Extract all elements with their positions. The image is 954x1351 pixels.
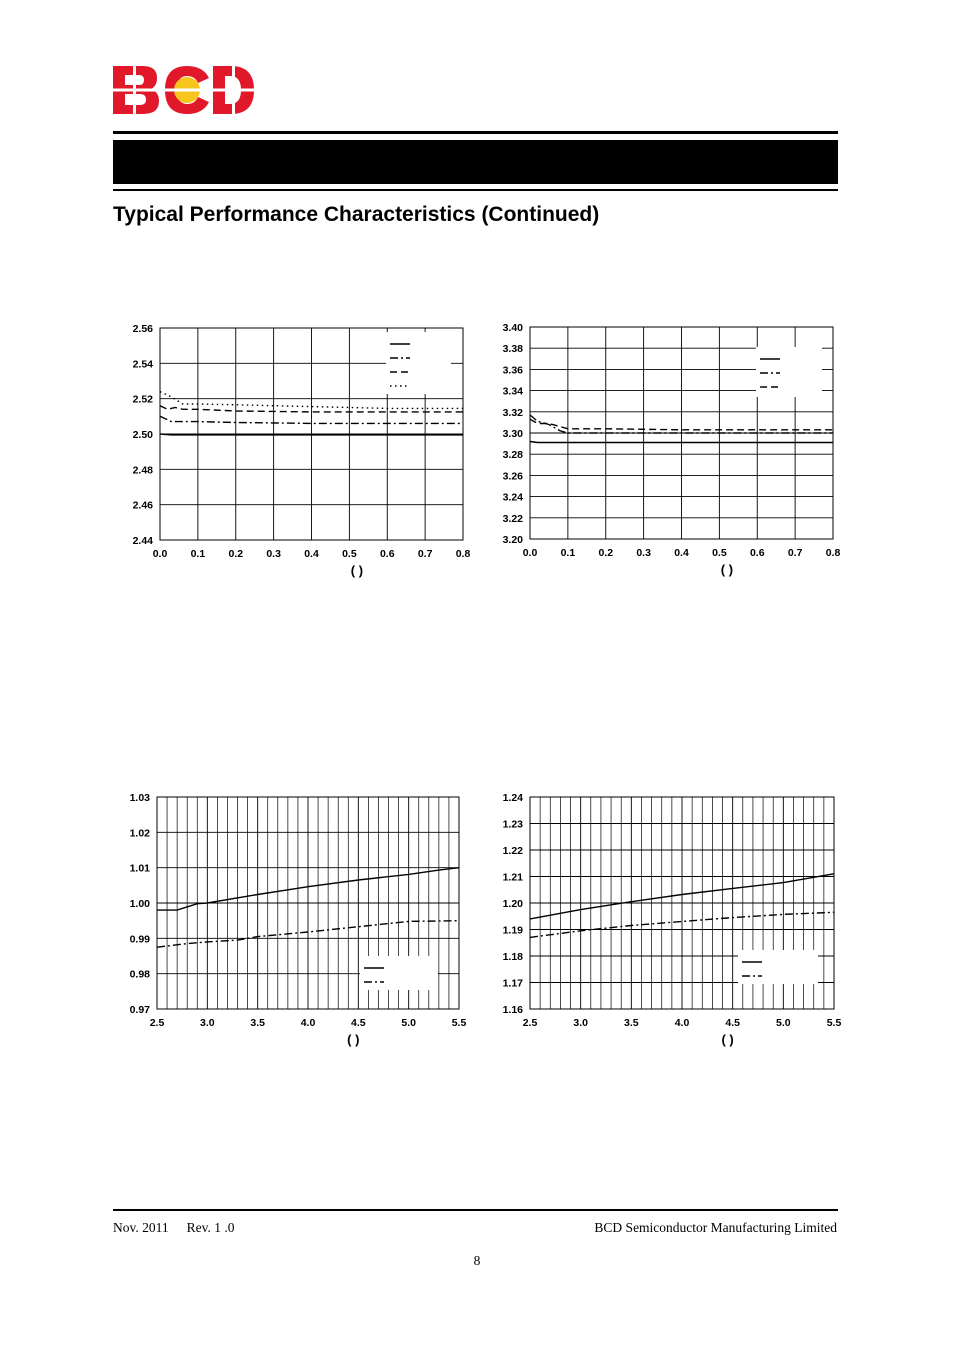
chart1-xtick-label: 0.2 xyxy=(228,548,244,560)
chart3-legend-box xyxy=(360,956,438,990)
chart2-ytick-label: 3.26 xyxy=(502,470,523,483)
chart4-ytick-label: 1.21 xyxy=(502,871,523,884)
chart3-xtick-label: 5.5 xyxy=(451,1017,467,1029)
chart2-ytick-label: 3.40 xyxy=(502,322,523,334)
footer-date: Nov. 2011 xyxy=(113,1220,169,1235)
chart4-xtick-label: 4.5 xyxy=(725,1017,740,1029)
chart1-xtick-label: 0.0 xyxy=(152,548,168,560)
chart4-ytick-label: 1.23 xyxy=(502,818,523,831)
chart2-ytick-label: 3.22 xyxy=(502,512,523,525)
chart4-ytick-label: 1.19 xyxy=(502,924,523,937)
chart4-xtick-label: 5.0 xyxy=(776,1017,791,1029)
chart3-xtick-label: 4.5 xyxy=(351,1017,366,1029)
chart3-xtick-label: 3.5 xyxy=(250,1017,265,1029)
chart2-xtick-label: 0.1 xyxy=(560,547,576,559)
footer-rule xyxy=(113,1209,838,1211)
chart4-xtick-label: 5.5 xyxy=(826,1017,842,1029)
chart2-xlabel: ( ) xyxy=(720,562,734,577)
chart2-ytick-label: 3.24 xyxy=(502,491,523,504)
chart4-ytick-label: 1.20 xyxy=(502,898,523,910)
chart4-ytick-label: 1.18 xyxy=(502,951,523,963)
section-title: Typical Performance Characteristics (Continued) xyxy=(113,203,600,226)
chart2-ytick-label: 3.20 xyxy=(502,534,523,546)
chart2-xtick-label: 0.7 xyxy=(787,547,803,559)
chart2-xtick-label: 0.3 xyxy=(636,547,651,559)
chart4-xtick-label: 3.0 xyxy=(573,1017,588,1029)
chart3-ytick-label: 0.97 xyxy=(129,1004,150,1016)
chart1-ytick-label: 2.46 xyxy=(132,499,153,512)
chart4-xtick-label: 3.5 xyxy=(624,1017,639,1029)
chart1-xtick-label: 0.1 xyxy=(190,548,206,560)
chart3-xtick-label: 4.0 xyxy=(300,1017,316,1029)
chart2-xtick-label: 0.2 xyxy=(598,547,614,559)
footer-company: BCD Semiconductor Manufacturing Limited xyxy=(594,1220,837,1235)
chart3-ytick-label: 1.01 xyxy=(129,862,150,875)
chart4-xtick-label: 2.5 xyxy=(522,1017,538,1029)
chart2-ytick-label: 3.34 xyxy=(502,385,523,398)
chart2-ytick-label: 3.38 xyxy=(502,343,523,356)
chart2-ytick-label: 3.36 xyxy=(502,364,523,377)
chart1-ytick-label: 2.44 xyxy=(132,535,153,547)
chart2-xtick-label: 0.0 xyxy=(522,547,538,559)
chart4-ytick-label: 1.22 xyxy=(502,845,523,857)
chart3-ytick-label: 1.02 xyxy=(129,827,150,840)
chart3-xtick-label: 5.0 xyxy=(401,1017,416,1029)
chart4-legend-box xyxy=(738,950,818,984)
chart1-ytick-label: 2.50 xyxy=(132,429,153,441)
chart4-xlabel: ( ) xyxy=(721,1032,734,1047)
chart2-xtick-label: 0.4 xyxy=(674,547,689,559)
chart4-ytick-label: 1.16 xyxy=(502,1004,523,1016)
chart1-xtick-label: 0.6 xyxy=(379,548,395,560)
chart1-legend-box xyxy=(386,332,451,394)
chart3-ytick-label: 1.03 xyxy=(129,792,150,804)
chart2-legend-box xyxy=(756,347,822,397)
chart3-xtick-label: 2.5 xyxy=(149,1017,165,1029)
chart4-ytick-label: 1.17 xyxy=(502,977,523,990)
chart2-ytick-label: 3.32 xyxy=(502,406,523,419)
chart1-xtick-label: 0.5 xyxy=(342,548,357,560)
footer-left xyxy=(113,1220,253,1236)
chart3-xtick-label: 3.0 xyxy=(200,1017,215,1029)
chart1-ytick-label: 2.54 xyxy=(132,358,153,371)
chart1-ytick-label: 2.52 xyxy=(132,393,153,406)
chart2-ytick-label: 3.30 xyxy=(502,428,523,440)
chart1-xtick-label: 0.7 xyxy=(417,548,433,560)
chart1-ytick-label: 2.48 xyxy=(132,464,153,477)
chart1-xtick-label: 0.8 xyxy=(455,548,471,560)
chart2-xtick-label: 0.6 xyxy=(749,547,765,559)
chart3-ytick-label: 0.99 xyxy=(129,933,150,946)
chart3-ytick-label: 1.00 xyxy=(129,898,150,910)
chart4-xtick-label: 4.0 xyxy=(674,1017,690,1029)
footer-rev: Rev. 1 .0 xyxy=(186,1220,235,1235)
chart3-xlabel: ( ) xyxy=(347,1032,360,1047)
chart1-xtick-label: 0.4 xyxy=(304,548,319,560)
chart2-xtick-label: 0.5 xyxy=(712,547,727,559)
chart1-xlabel: ( ) xyxy=(350,563,364,578)
chart2-ytick-label: 3.28 xyxy=(502,449,523,462)
chart1-xtick-label: 0.3 xyxy=(266,548,281,560)
chart1-ytick-label: 2.56 xyxy=(132,323,153,335)
chart4-ytick-label: 1.24 xyxy=(502,792,523,804)
chart2-xtick-label: 0.8 xyxy=(825,547,841,559)
chart3-ytick-label: 0.98 xyxy=(129,968,150,981)
page-number: 8 xyxy=(473,1253,481,1268)
